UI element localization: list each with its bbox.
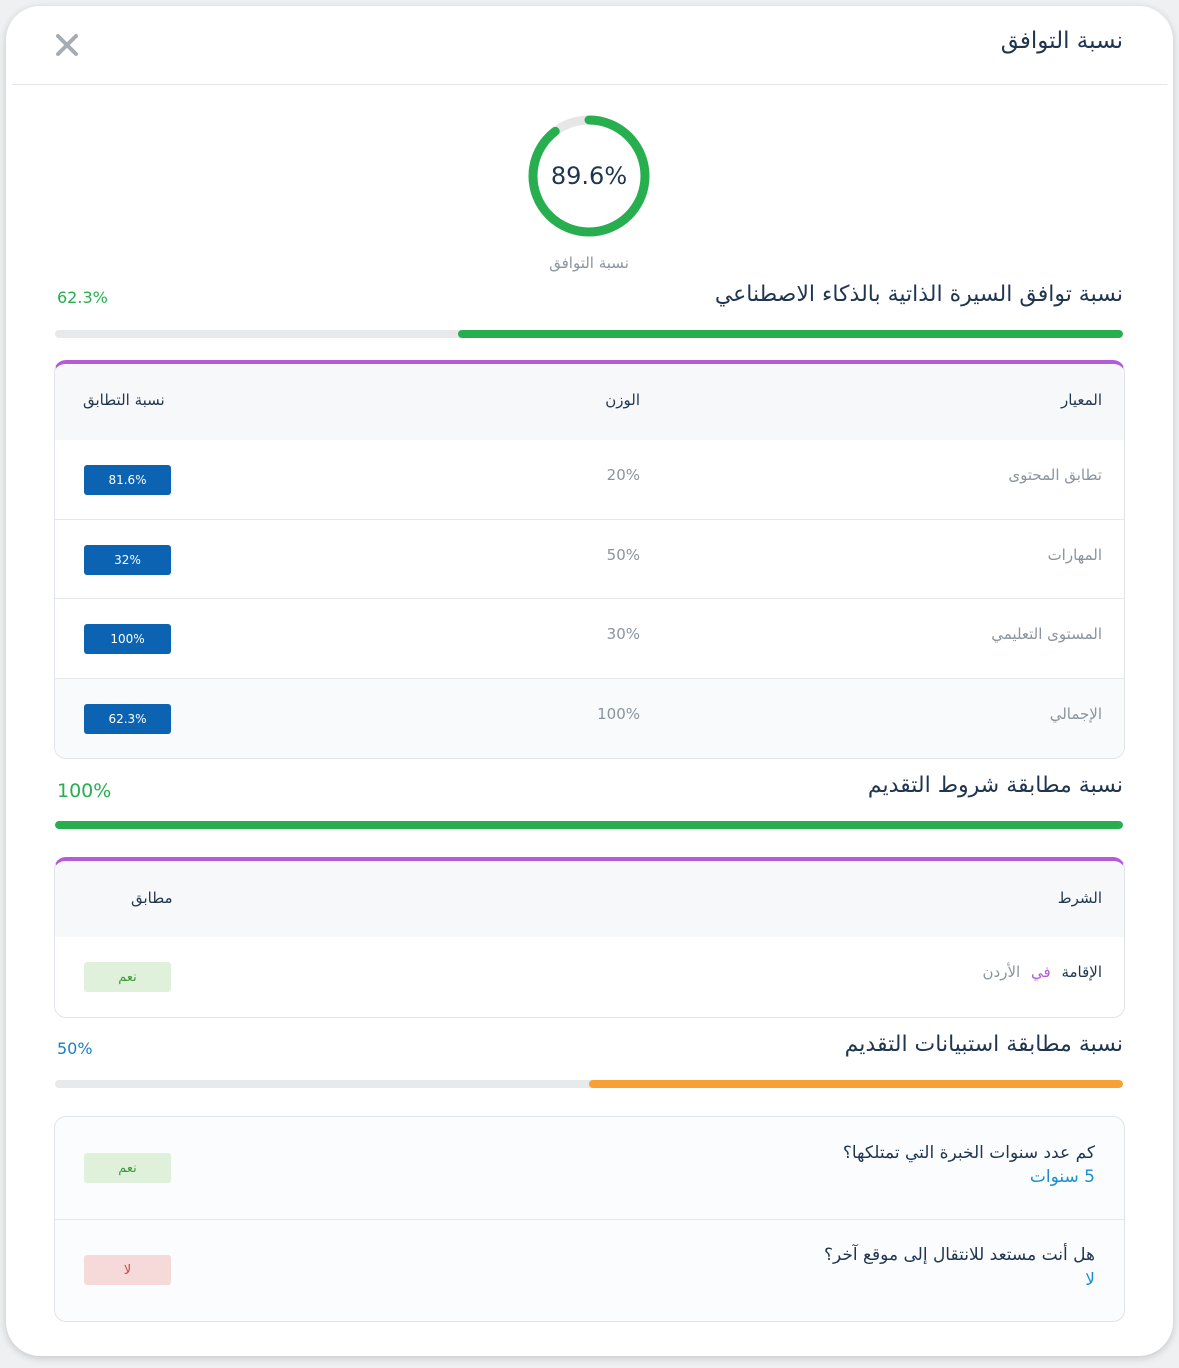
- table-header: [55, 364, 1124, 440]
- match-badge: 32%: [84, 545, 171, 575]
- questionnaire-percent: 50%: [57, 1039, 93, 1058]
- question-text: هل أنت مستعد للانتقال إلى موقع آخر؟: [823, 1245, 1095, 1265]
- questionnaire-progress: [55, 1080, 1123, 1088]
- table-row: [55, 599, 1124, 679]
- criterion-cell: المهارات: [1047, 546, 1102, 564]
- modal-title: نسبة التوافق: [1000, 28, 1123, 54]
- condition-key: الإقامة: [1061, 963, 1102, 981]
- requirements-table: [54, 857, 1125, 1018]
- match-badge: 62.3%: [84, 704, 171, 734]
- requirements-progress: [55, 821, 1123, 829]
- match-modal: [6, 6, 1173, 1356]
- criterion-cell: تطابق المحتوى: [1008, 466, 1102, 484]
- list-item: [55, 1220, 1124, 1322]
- weight-cell: 100%: [597, 705, 640, 723]
- gauge-value: 89.6%: [550, 162, 628, 190]
- result-badge: لا: [84, 1255, 171, 1285]
- col-criterion: المعيار: [1061, 391, 1102, 409]
- col-matched: مطابق: [131, 889, 173, 907]
- answer-text: 5 سنوات: [1029, 1167, 1095, 1187]
- overall-gauge: [525, 112, 653, 240]
- result-badge: نعم: [84, 1153, 171, 1183]
- matched-badge: نعم: [84, 962, 171, 992]
- table-header: [55, 861, 1124, 937]
- match-badge: 81.6%: [84, 465, 171, 495]
- condition-operator: في: [1030, 963, 1051, 981]
- ai-match-percent: 62.3%: [57, 288, 108, 307]
- table-total-row: [55, 679, 1124, 759]
- weight-cell: 20%: [606, 466, 640, 484]
- requirements-progress-fill: [55, 821, 1123, 829]
- weight-cell: 30%: [606, 625, 640, 643]
- gauge-label: نسبة التوافق: [549, 254, 629, 272]
- modal-header: [12, 6, 1167, 85]
- col-condition: الشرط: [1057, 889, 1102, 907]
- answer-text: لا: [1085, 1270, 1095, 1290]
- ai-criteria-table: [54, 360, 1125, 759]
- condition-cell: [983, 963, 1102, 981]
- col-weight: الوزن: [605, 391, 640, 409]
- ai-match-progress: [55, 330, 1123, 338]
- requirements-percent: 100%: [57, 780, 112, 802]
- ai-match-progress-fill: [458, 330, 1123, 338]
- table-row: [55, 520, 1124, 599]
- question-text: كم عدد سنوات الخبرة التي تمتلكها؟: [842, 1143, 1095, 1163]
- criterion-cell: المستوى التعليمي: [991, 625, 1102, 643]
- questionnaire-title: نسبة مطابقة استبيانات التقديم: [844, 1032, 1123, 1057]
- table-row: [55, 440, 1124, 520]
- ai-match-title: نسبة توافق السيرة الذاتية بالذكاء الاصطناعي: [714, 282, 1123, 307]
- match-badge: 100%: [84, 624, 171, 654]
- close-icon[interactable]: [52, 30, 82, 60]
- col-match: نسبة التطابق: [83, 391, 165, 409]
- criterion-cell: الإجمالي: [1049, 705, 1102, 723]
- questionnaire-progress-fill: [589, 1080, 1123, 1088]
- list-item: [55, 1117, 1124, 1220]
- condition-value: الأردن: [982, 963, 1021, 981]
- table-row: [55, 937, 1124, 1017]
- questionnaire-list: [54, 1116, 1125, 1322]
- requirements-title: نسبة مطابقة شروط التقديم: [867, 773, 1123, 798]
- weight-cell: 50%: [606, 546, 640, 564]
